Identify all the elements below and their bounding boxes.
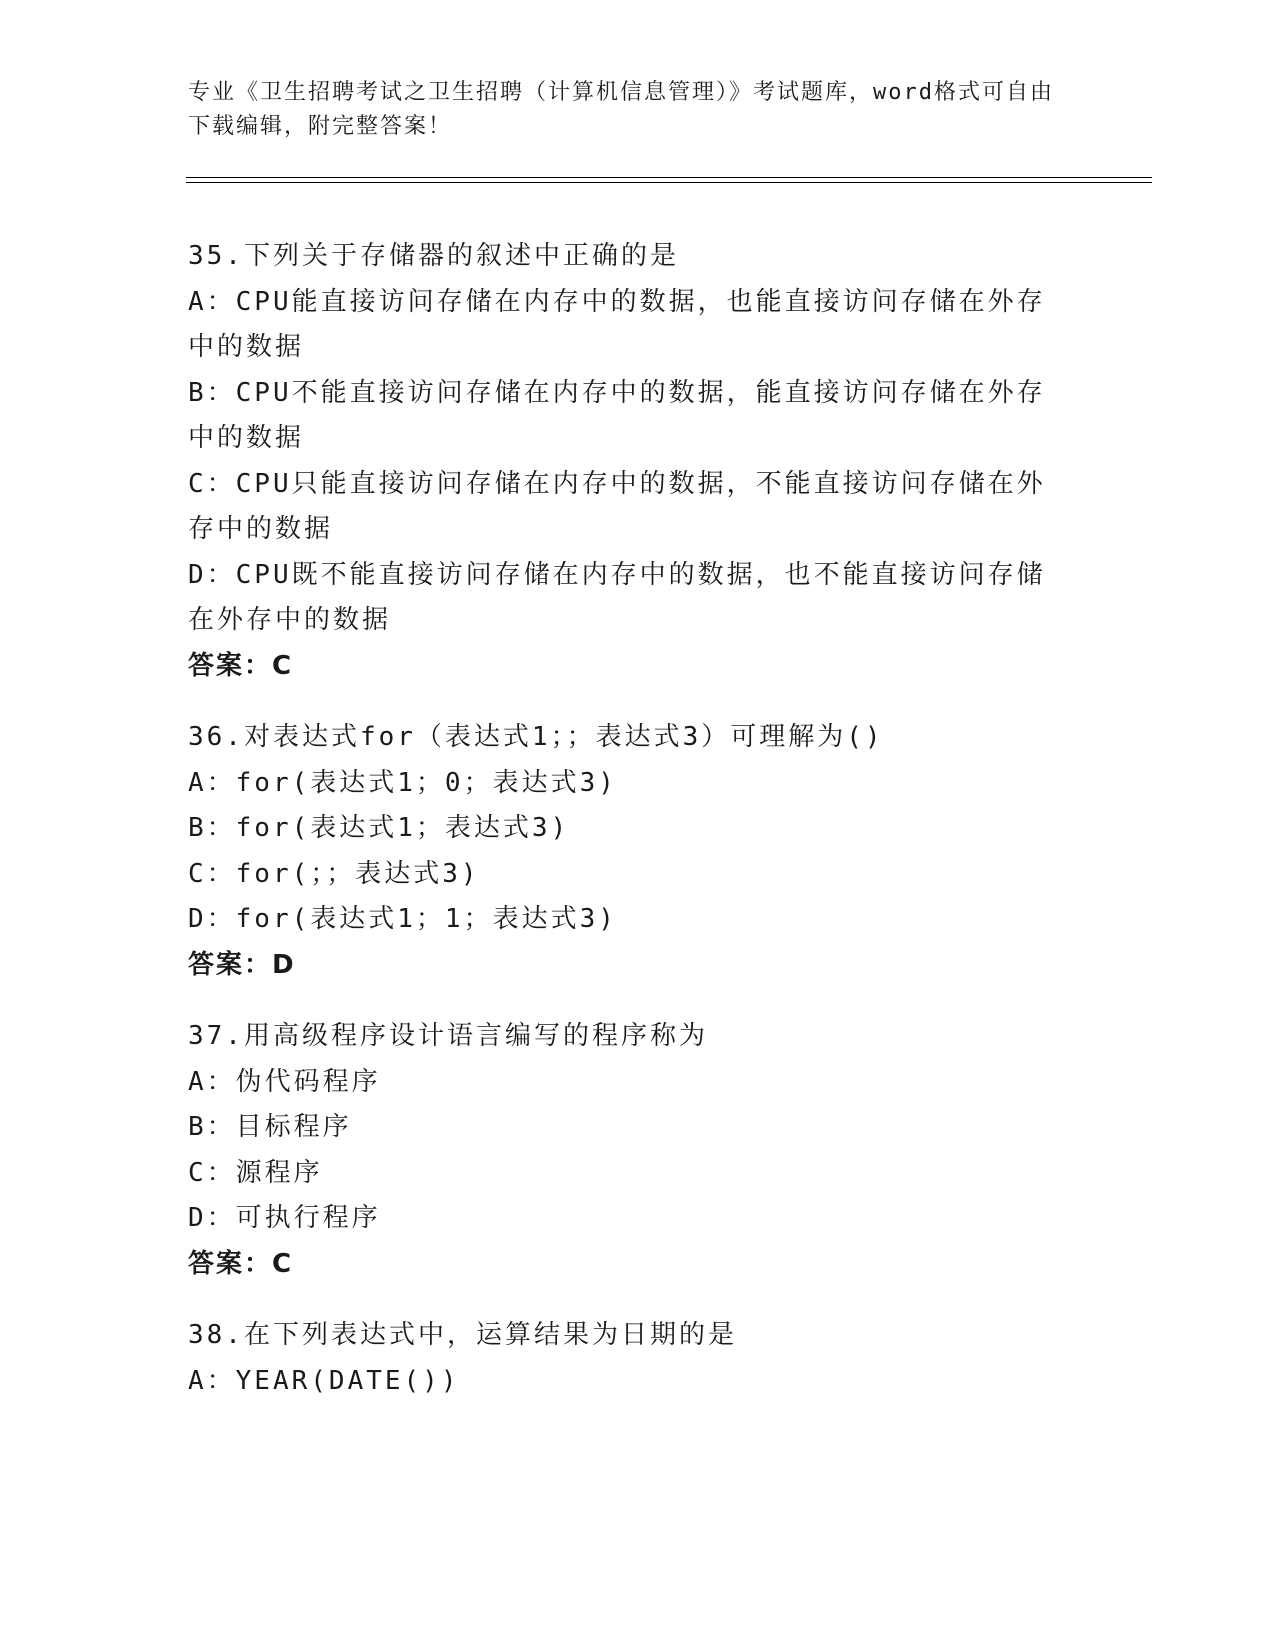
option-d: D：CPU既不能直接访问存储在内存中的数据，也不能直接访问存储在外存中的数据 [188,559,1046,635]
option-b: B：CPU不能直接访问存储在内存中的数据，能直接访问存储在外存中的数据 [188,377,1046,453]
question-37 [188,1014,1068,1287]
option-b: B：目标程序 [188,1112,352,1142]
question-stem: 38.在下列表达式中，运算结果为日期的是 [188,1320,737,1350]
option-a: A：YEAR(DATE()) [188,1365,460,1396]
option-b: B：for(表达式1；表达式3) [188,813,570,843]
question-35 [188,234,1068,689]
option-c: C：for(；；表达式3) [188,858,480,889]
option-d: D：for(表达式1；1；表达式3) [188,904,617,934]
question-list [188,234,1068,1430]
option-c: C：CPU只能直接访问存储在内存中的数据，不能直接访问存储在外存中的数据 [188,468,1046,544]
document-intro: 专业《卫生招聘考试之卫生招聘（计算机信息管理）》考试题库，word格式可自由下载编辑，附完整答案！ [188,80,1054,139]
answer-label: 答案：C [188,650,294,681]
question-36 [188,715,1068,988]
question-stem: 35.下列关于存储器的叙述中正确的是 [188,241,679,271]
answer-label: 答案：D [188,949,296,980]
option-d: D：可执行程序 [188,1203,381,1233]
option-a: A：for(表达式1；0；表达式3) [188,767,617,798]
header-divider-bottom [186,182,1152,183]
option-a: A：伪代码程序 [188,1066,381,1097]
question-stem: 37.用高级程序设计语言编写的程序称为 [188,1021,708,1051]
option-a: A：CPU能直接访问存储在内存中的数据，也能直接访问存储在外存中的数据 [188,286,1046,362]
question-38 [188,1313,1068,1404]
answer-label: 答案：C [188,1248,294,1279]
header-divider-top [186,177,1152,178]
option-c: C：源程序 [188,1157,323,1188]
question-stem: 36.对表达式for（表达式1；；表达式3）可理解为() [188,722,884,752]
